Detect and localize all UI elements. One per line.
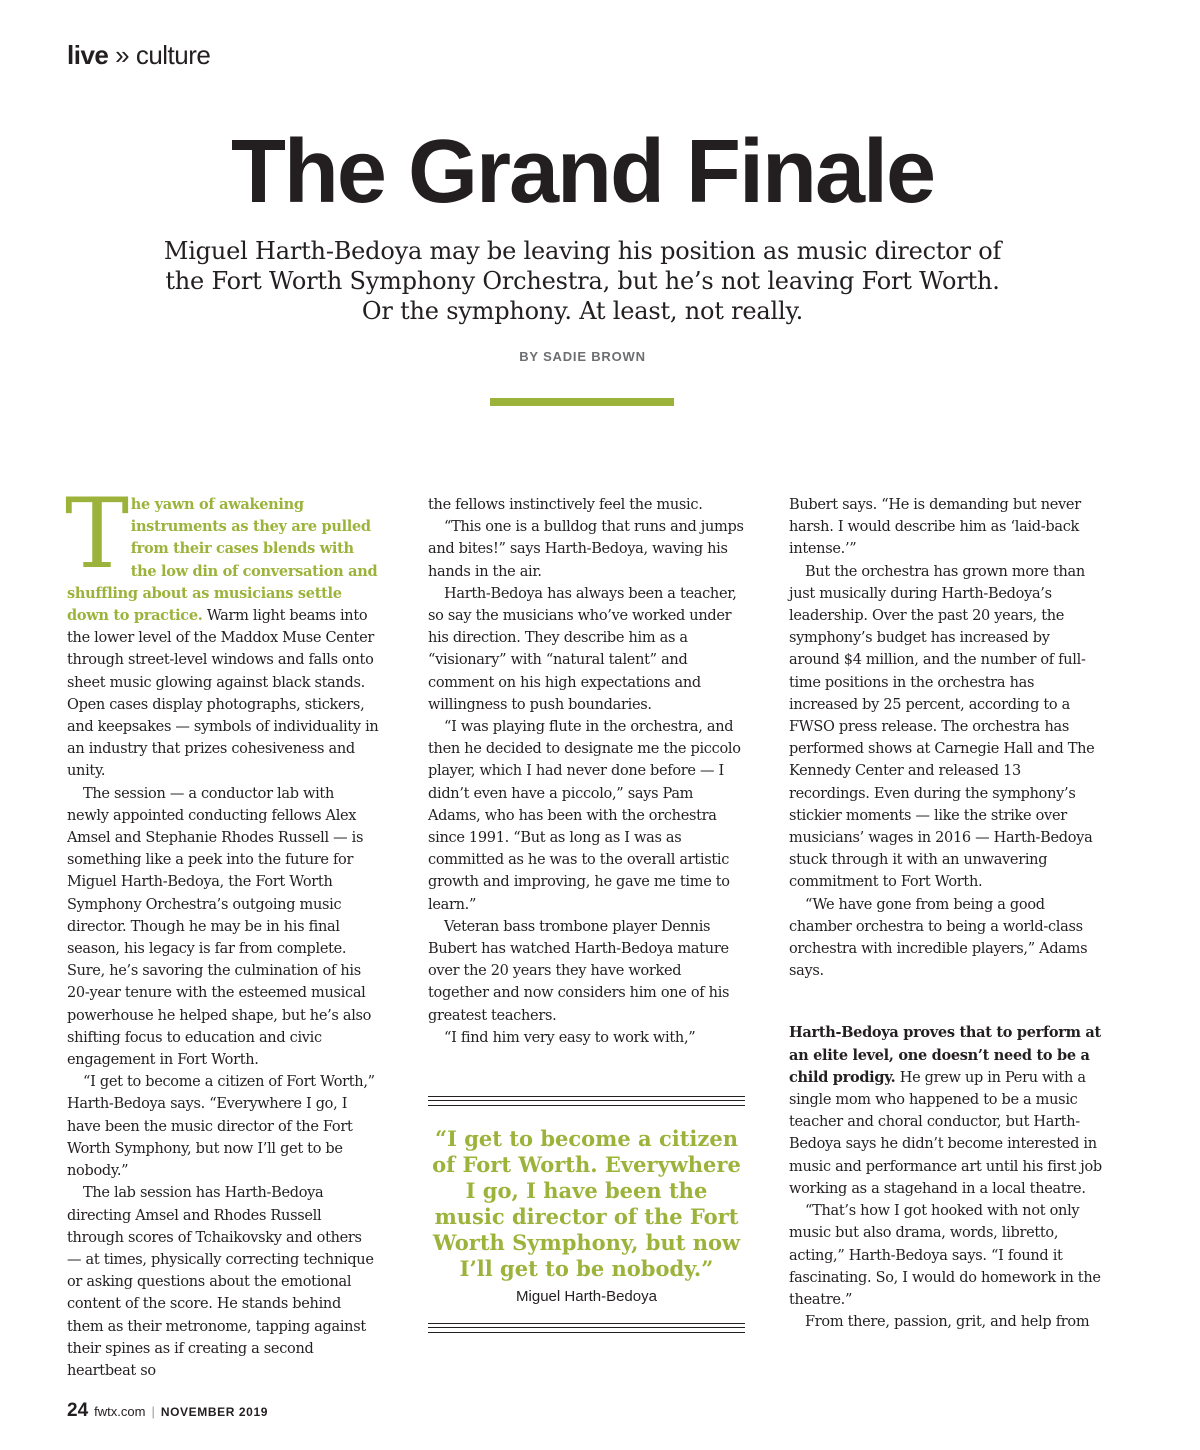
subsection-name: culture — [135, 40, 211, 70]
body-column-2 — [428, 494, 746, 1049]
body-paragraph: The session — a conductor lab with newly appointed conducting fellows Alex Amsel and Stephanie Rhodes Russell — is something like a peek into the future for Miguel Harth-Bedoya, the Fort Worth Symphony Orchestra’s outgoing music director. Though he may be in his final season, his legacy is far from complete. Sure, he’s savoring the culmination of his 20-year tenure with the esteemed musical powerhouse he helped shape, but he’s also shifting focus to education and civic engagement in Fort Worth. — [67, 785, 372, 1069]
footer-divider: | — [151, 1404, 155, 1419]
body-paragraph: “This one is a bulldog that runs and jumps and bites!” says Harth-Bedoya, waving his hands in the air. — [428, 519, 744, 580]
body-column-3 — [789, 494, 1104, 1333]
section-lead-in: Harth-Bedoya proves that to perform at an elite level, one doesn’t need to be a child prodigy. — [789, 1024, 1101, 1086]
body-paragraph: But the orchestra has grown more than just musically during Harth-Bedoya’s leadership. Over the past 20 years, the symphony’s budget has increased by around $4 million, and the number of full-time positions in the orchestra has increased by 25 percent, according to a FWSO press release. The orchestra has performed shows at Carnegie Hall and The Kennedy Center and released 13 recordings. Even during the symphony’s stickier moments — like the strike over musicians’ wages in 2016 — Harth-Bedoya stuck through it with an unwavering commitment to Fort Worth. — [789, 563, 1095, 891]
lead-paragraph — [65, 478, 379, 783]
body-paragraph-continued: Bubert says. “He is demanding but never harsh. I would describe him as ‘laid-back intense.’” — [789, 497, 1081, 558]
issue-date: NOVEMBER 2019 — [160, 1405, 268, 1419]
lead-text: Warm light beams into the lower level of the Maddox Muse Center through street-level windows and falls onto sheet music glowing against black stands. Open cases display photographs, stickers, and keepsakes — symbols of individuality in an industry that prizes cohesiveness and unity. — [67, 608, 379, 780]
pull-quote-bottom-rule — [428, 1323, 745, 1333]
pull-quote-top-rule — [428, 1096, 745, 1106]
body-paragraph: Harth-Bedoya has always been a teacher, so say the musicians who’ve worked under his direction. They describe him as a “visionary” with “natural talent” and comment on his high expectations and willingness to push boundaries. — [428, 585, 737, 713]
article-dek: Miguel Harth-Bedoya may be leaving his position as music director of the Fort Worth Symphony Orchestra, but he’s not leaving Fort Worth. Or the symphony. At least, not really. — [163, 237, 1002, 325]
pull-quote-attribution: Miguel Harth-Bedoya — [516, 1288, 657, 1305]
site-url: fwtx.com — [94, 1404, 146, 1419]
body-paragraph: The lab session has Harth-Bedoya directing Amsel and Rhodes Russell through scores of Tchaikovsky and others — at times, physically correcting technique or asking questions about the emotional content of the score. He stands behind them as their metronome, tapping against their spines as if creating a second heartbeat so — [67, 1185, 374, 1379]
section-name: live — [67, 40, 109, 70]
drop-cap: T — [65, 478, 129, 590]
body-paragraph: “We have gone from being a good chamber orchestra to being a world-class orchestra with incredible players,” Adams says. — [789, 896, 1088, 980]
body-paragraph-continued: the fellows instinctively feel the music. — [428, 497, 703, 513]
section-lead-text: He grew up in Peru with a single mom who happened to be a music teacher and choral conductor, but Harth-Bedoya says he didn’t become interested in music and performance art until his first job working as a stagehand in a local theatre. — [789, 1069, 1102, 1197]
body-paragraph: “I get to become a citizen of Fort Worth,” Harth-Bedoya says. “Everywhere I go, I have been the music director of the Fort Worth Symphony, but now I’ll get to be nobody.” — [67, 1074, 375, 1180]
section-separator: » — [115, 40, 130, 70]
body-paragraph: “I find him very easy to work with,” — [444, 1029, 696, 1046]
body-paragraph: From there, passion, grit, and help from — [805, 1314, 1090, 1331]
body-column-1 — [65, 478, 379, 1382]
article-title: The Grand Finale — [230, 122, 935, 222]
page-number: 24 — [67, 1400, 89, 1421]
section-label — [67, 40, 210, 71]
byline: BY SADIE BROWN — [519, 349, 646, 364]
lead-in: he yawn of awakening instruments as they are pulled from their cases blends with the low din of conversation and shuffling about as musicians settle down to practice. — [67, 496, 378, 625]
body-paragraph: “That’s how I got hooked with not only music but also drama, words, libretto, acting,” Harth-Bedoya says. “I found it fascinating. So, I would do homework in the theatre.” — [789, 1203, 1101, 1308]
accent-divider — [490, 398, 674, 406]
section-break — [789, 982, 1104, 1022]
body-paragraph: “I was playing flute in the orchestra, and then he decided to designate me the piccolo player, which I had never done before — I didn’t even have a piccolo,” says Pam Adams, who has been with the orchestra since 1991. “But as long as I was as committed as he was to the overall artistic growth and improving, he gave me time to learn.” — [428, 719, 741, 913]
page-footer — [67, 1400, 268, 1422]
pull-quote-text: “I get to become a citizen of Fort Worth. Everywhere I go, I have been the music director of the Fort Worth Symphony, but now I’ll get to be nobody.” — [432, 1126, 741, 1281]
pull-quote — [428, 1096, 745, 1333]
section-lead-paragraph — [789, 1022, 1104, 1200]
body-paragraph: Veteran bass trombone player Dennis Bubert has watched Harth-Bedoya mature over the 20 years they have worked together and now considers him one of his greatest teachers. — [428, 918, 730, 1024]
